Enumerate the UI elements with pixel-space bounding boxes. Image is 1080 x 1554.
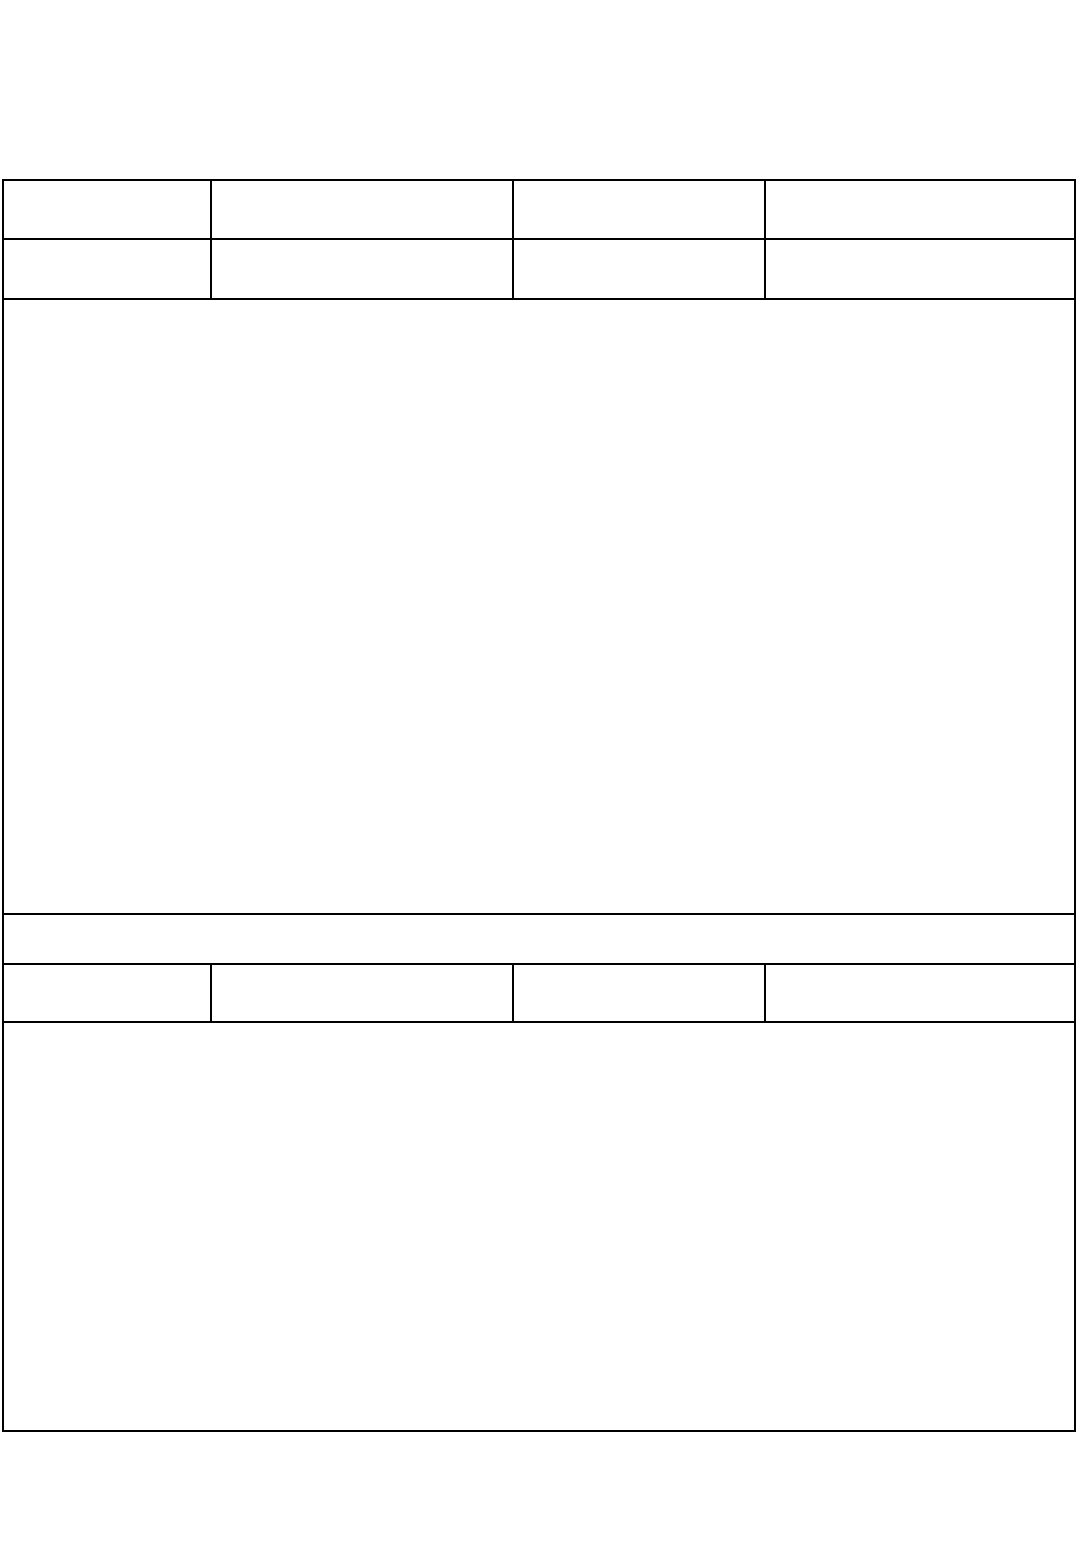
info-row-name — [4, 181, 1074, 240]
record-header-row — [4, 965, 1074, 1023]
exam-no-label — [514, 181, 764, 238]
header-temp-1 — [212, 965, 512, 1021]
contact-field[interactable] — [766, 240, 1076, 298]
pledge-form-table — [2, 179, 1076, 1432]
pledge-text — [4, 300, 1074, 915]
contact-label — [514, 240, 764, 298]
name-field[interactable] — [212, 181, 512, 238]
name-label — [4, 181, 210, 238]
info-row-id — [4, 240, 1074, 300]
exam-no-field[interactable] — [766, 181, 1076, 238]
id-label — [4, 240, 210, 298]
header-temp-2 — [766, 965, 1076, 1021]
header-date-2 — [514, 965, 764, 1021]
record-title — [4, 915, 1074, 965]
id-field[interactable] — [212, 240, 512, 298]
header-date-1 — [4, 965, 210, 1021]
